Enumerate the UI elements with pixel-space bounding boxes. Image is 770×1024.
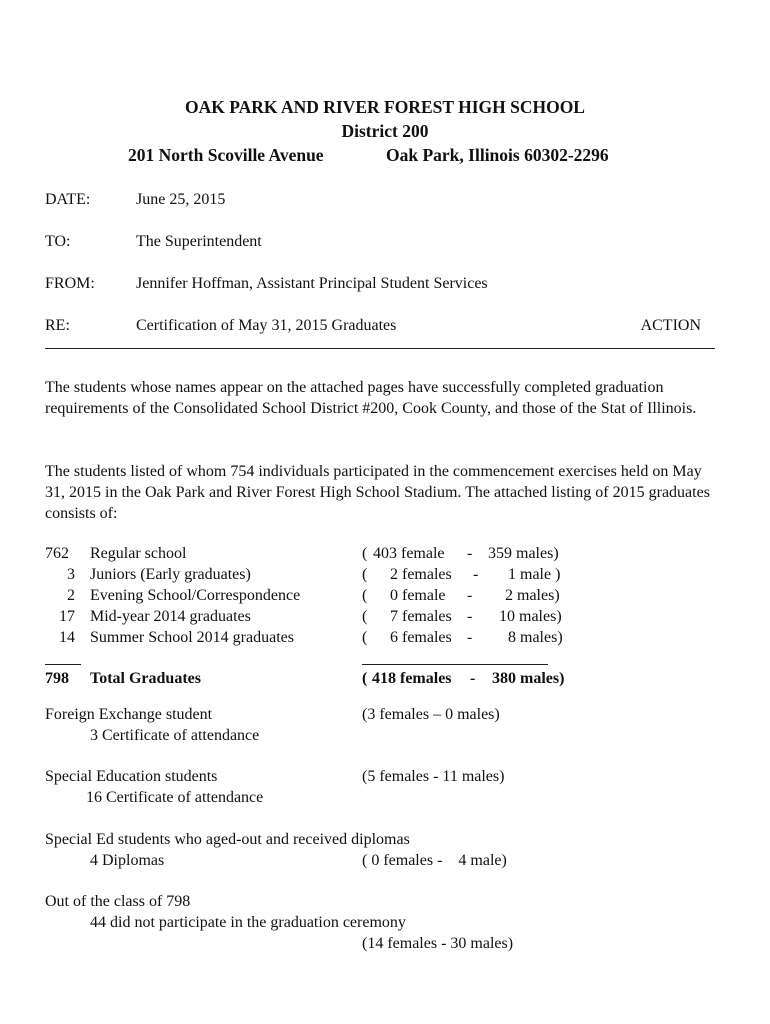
date-value: June 25, 2015 bbox=[136, 191, 226, 208]
row-dash: - bbox=[467, 608, 473, 625]
row-count: 14 bbox=[59, 629, 75, 646]
total-dash: - bbox=[470, 670, 476, 687]
total-count: 798 bbox=[45, 670, 69, 687]
paragraph-requirements: The students whose names appear on the attached pages have successfully completed graduation requirements of the Consolidated School District #200, Cook County, and those of the Stat of Illinois. bbox=[45, 379, 697, 417]
special-education-gender: (5 females - 11 males) bbox=[362, 768, 505, 785]
non-participants-detail: 44 did not participate in the graduation ceremony bbox=[90, 914, 406, 931]
special-education-detail: 16 Certificate of attendance bbox=[86, 789, 264, 806]
row-count: 762 bbox=[45, 545, 69, 562]
row-males: 10 males) bbox=[499, 608, 562, 625]
district-name: District 200 bbox=[341, 121, 429, 141]
row-label: Evening School/Correspondence bbox=[90, 587, 301, 604]
total-females: 418 females bbox=[372, 670, 452, 687]
aged-out-gender: ( 0 females - 4 male) bbox=[362, 852, 507, 869]
row-paren: ( bbox=[362, 629, 368, 646]
row-count: 3 bbox=[67, 566, 75, 583]
foreign-exchange-gender: (3 females – 0 males) bbox=[362, 706, 500, 723]
row-count: 2 bbox=[67, 587, 75, 604]
row-label: Juniors (Early graduates) bbox=[90, 566, 251, 583]
paragraph-commencement: The students listed of whom 754 individuals participated in the commencement exercises held on May 31, 2015 in the Oak Park and River Forest High School Stadium. The attached listing of 2015 graduates consists of: bbox=[45, 463, 710, 522]
foreign-exchange-detail: 3 Certificate of attendance bbox=[90, 727, 260, 744]
row-females: 6 females bbox=[390, 629, 452, 646]
foreign-exchange-label: Foreign Exchange student bbox=[45, 706, 213, 723]
row-males: 2 males) bbox=[505, 587, 560, 604]
row-dash: - bbox=[467, 629, 473, 646]
street-address: 201 North Scoville Avenue bbox=[128, 145, 324, 165]
from-label: FROM: bbox=[45, 275, 95, 292]
special-education-label: Special Education students bbox=[45, 768, 218, 785]
gender-sum-rule bbox=[362, 664, 548, 665]
row-paren: ( bbox=[362, 545, 368, 562]
row-females: 403 female bbox=[373, 545, 445, 562]
non-participants-gender: (14 females - 30 males) bbox=[362, 935, 514, 952]
row-label: Regular school bbox=[90, 545, 187, 562]
row-females: 0 female bbox=[390, 587, 446, 604]
total-label: Total Graduates bbox=[90, 670, 201, 687]
row-males: 359 males) bbox=[488, 545, 559, 562]
row-count: 17 bbox=[59, 608, 75, 625]
action-label: ACTION bbox=[640, 317, 701, 334]
city-address: Oak Park, Illinois 60302-2296 bbox=[386, 145, 609, 165]
from-value: Jennifer Hoffman, Assistant Principal Student Services bbox=[136, 275, 488, 292]
aged-out-label: Special Ed students who aged-out and received diplomas bbox=[45, 831, 410, 848]
row-paren: ( bbox=[362, 587, 368, 604]
row-label: Mid-year 2014 graduates bbox=[90, 608, 251, 625]
count-sum-rule bbox=[45, 664, 81, 665]
total-males: 380 males) bbox=[492, 670, 565, 687]
class-total-label: Out of the class of 798 bbox=[45, 893, 191, 910]
total-paren: ( bbox=[362, 670, 368, 687]
row-dash: - bbox=[473, 566, 479, 583]
row-label: Summer School 2014 graduates bbox=[90, 629, 294, 646]
school-name: OAK PARK AND RIVER FOREST HIGH SCHOOL bbox=[185, 97, 585, 117]
row-dash: - bbox=[467, 587, 473, 604]
re-label: RE: bbox=[45, 317, 70, 334]
date-label: DATE: bbox=[45, 191, 91, 208]
row-females: 2 females bbox=[390, 566, 452, 583]
row-paren: ( bbox=[362, 608, 368, 625]
row-males: 8 males) bbox=[508, 629, 563, 646]
to-label: TO: bbox=[45, 233, 71, 250]
row-dash: - bbox=[467, 545, 473, 562]
row-males: 1 male ) bbox=[508, 566, 561, 583]
header-divider bbox=[45, 348, 715, 349]
to-value: The Superintendent bbox=[136, 233, 262, 250]
aged-out-detail: 4 Diplomas bbox=[90, 852, 165, 869]
row-females: 7 females bbox=[390, 608, 452, 625]
row-paren: ( bbox=[362, 566, 368, 583]
re-value: Certification of May 31, 2015 Graduates bbox=[136, 317, 397, 334]
